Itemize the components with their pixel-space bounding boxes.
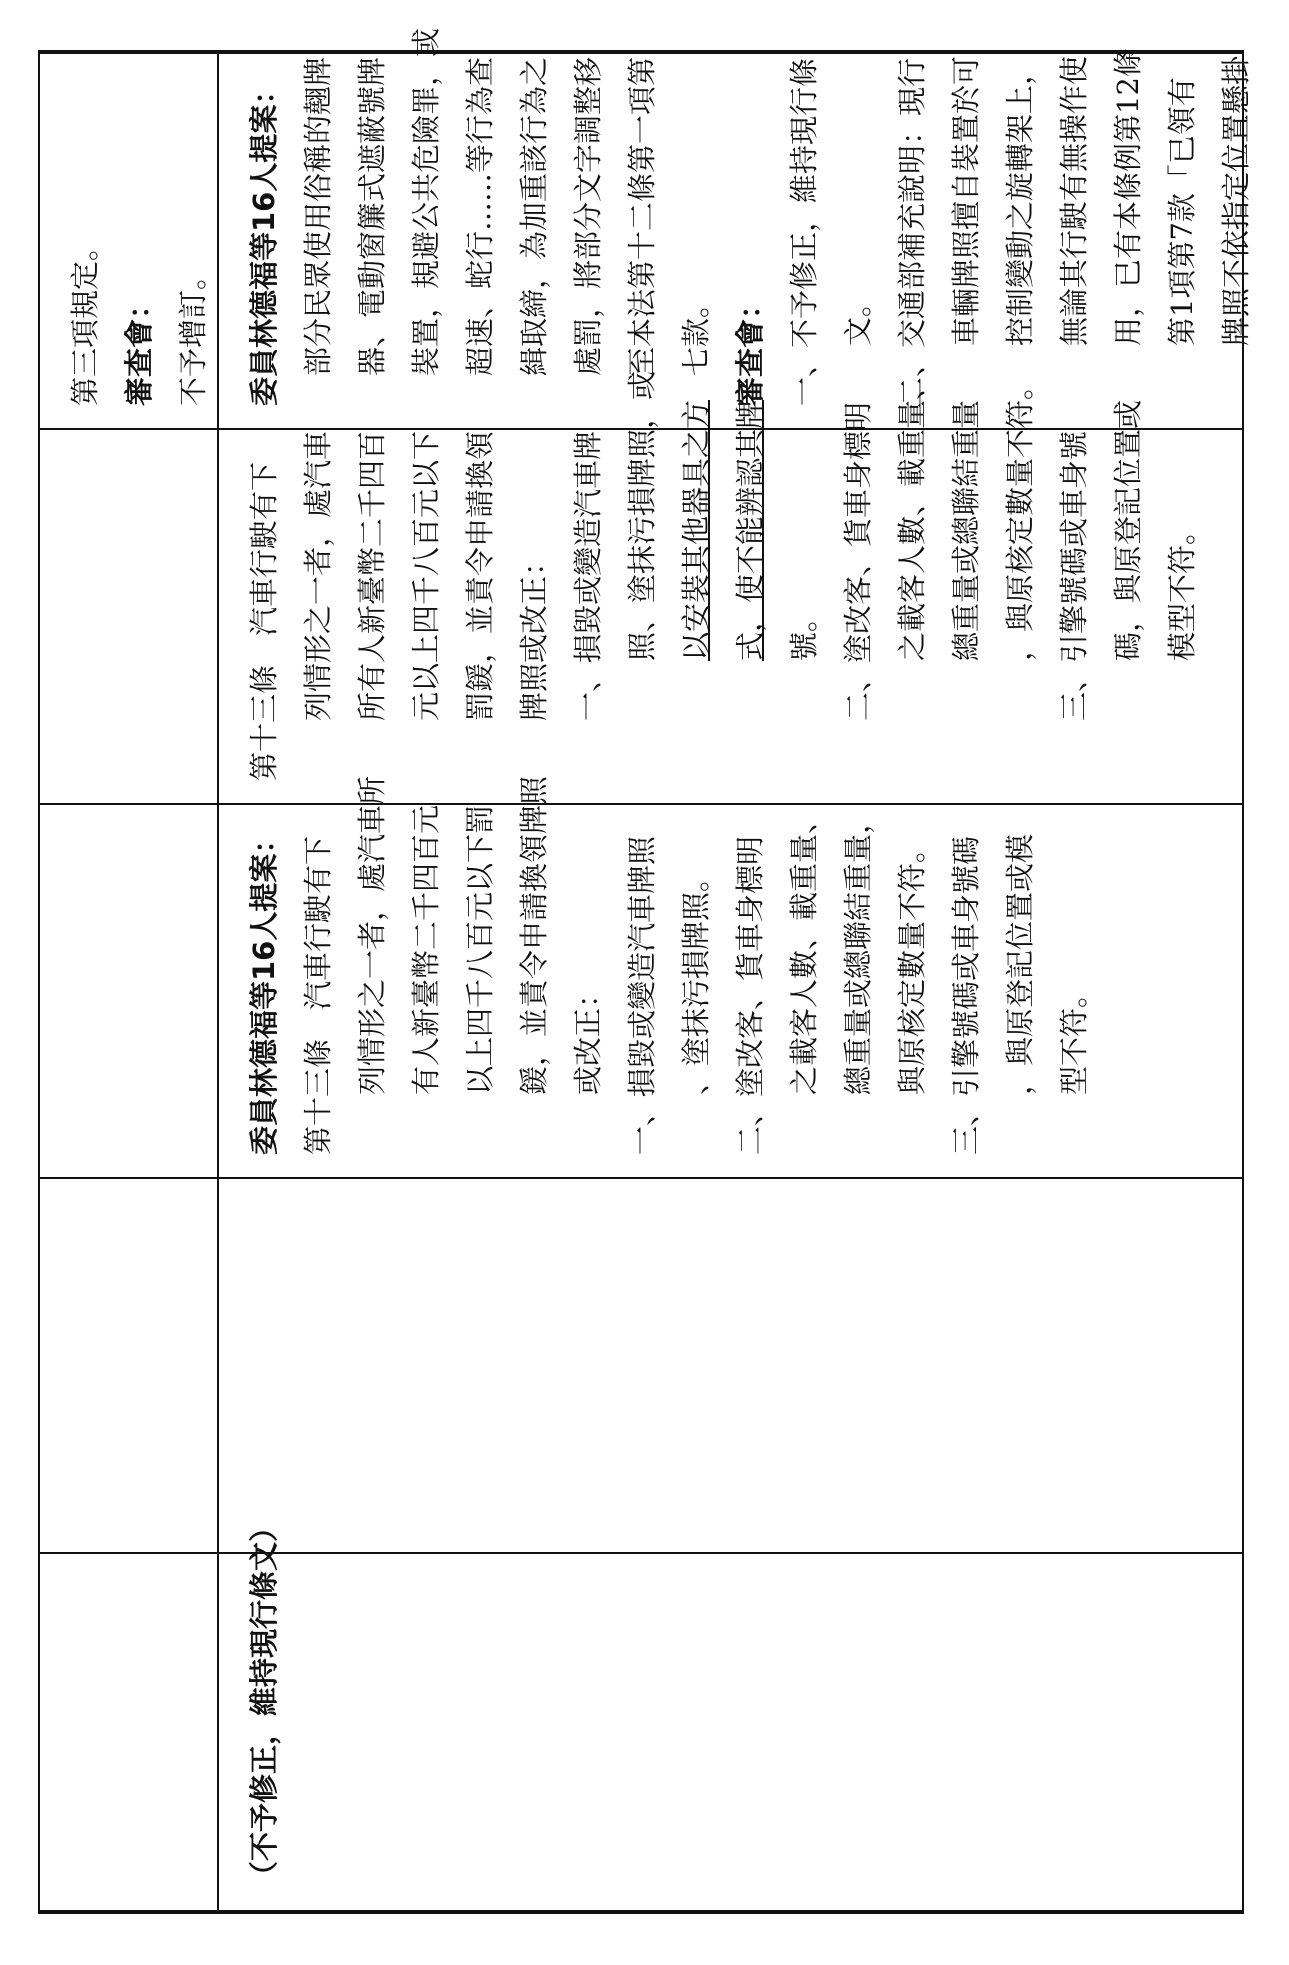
text-line: 模型不符。 [1165, 515, 1199, 661]
text-line: 總重量或總聯結重量 [949, 399, 983, 661]
text-line: 以上四千八百元以下罰 [463, 804, 497, 1095]
underlined-text: 以安裝其他器具之方 [679, 399, 713, 661]
review-item: 二、交通部補充說明：現行 [895, 57, 929, 406]
text-line: 緝取締，為加重該行為之 [517, 56, 551, 376]
text-span: 照、塗抹污損牌照，或 [625, 370, 659, 661]
text-line: 罰鍰，並責令申請換領 [463, 430, 497, 721]
text-line: 鍰，並責令申請換領牌照 [517, 775, 551, 1095]
committee-text: （不予修正，維持現行條文） [247, 1512, 281, 1890]
text-line: ，與原核定數量不符。 [1003, 370, 1037, 661]
text-line: 三、引擎號碼或車身號碼 [949, 835, 983, 1155]
text-line: 第三項規定。 [68, 231, 102, 406]
review-item: 無論其行駛有無操作使 [1057, 55, 1091, 346]
cell-explanation [219, 27, 1253, 428]
text-line: 之載客人數、載重量、 [787, 804, 821, 1095]
text-line: 、塗抹污損牌照。 [679, 862, 713, 1095]
text-line: 有人新臺幣二千四百元 [409, 804, 443, 1095]
review-item: 車輛牌照擅自裝置於可 [949, 55, 983, 346]
text-line: 與原核定數量不符。 [895, 833, 929, 1095]
review-item: 第1項第7款「已領有 [1165, 77, 1199, 346]
text-line: 器、電動窗簾式遮蔽號牌 [355, 56, 389, 376]
text-line [723, 399, 777, 781]
text-line: 一、損毀或變造汽車牌 [571, 430, 605, 721]
text-line: 部分民眾使用俗稱的翹牌 [301, 56, 335, 376]
text-line: 超速、蛇行……等行為查 [463, 56, 497, 376]
cell-empty [219, 1177, 1242, 1552]
proposal-title: 委員林德福等16人提案： [247, 75, 281, 406]
review-item: 控制變動之旋轉架上， [1003, 55, 1037, 346]
text-line: 總重量或總聯結重量， [841, 804, 875, 1095]
text-line: 牌照或改正： [517, 546, 551, 721]
text-line: 至本法第十二條第一項第 [625, 56, 659, 376]
text-line: 一、損毀或變造汽車牌照 [625, 835, 659, 1155]
underlined-text: 式，使不能辨認其牌 [733, 399, 767, 661]
text-line: ，與原登記位置或模 [1003, 833, 1037, 1095]
text-line: 所有人新臺幣二千四百 [355, 430, 389, 721]
review-label: 審查會： [122, 289, 156, 406]
text-line: 處罰，將部分文字調整移 [571, 56, 605, 376]
text-line [615, 370, 669, 781]
text-line: 七款。 [679, 288, 713, 376]
text-line: 之載客人數、載重量、 [895, 370, 929, 661]
text-line: 第十三條 汽車行駛有下 [301, 835, 335, 1155]
text-line: 列情形之一者，處汽車 [301, 430, 335, 721]
proposal-title: 委員林德福等16人提案： [247, 824, 281, 1155]
review-item: 一、不予修正，維持現行條 [787, 57, 821, 406]
cell-committee-decision [219, 1512, 1242, 1912]
review-label: 審查會： [733, 289, 767, 406]
cell-current-law [219, 370, 1242, 803]
text-line: 裝置，規避公共危險罪，或 [409, 27, 443, 376]
text-line: 三、引擎號碼或車身號 [1057, 430, 1091, 721]
cell-prev-continuation [40, 52, 217, 428]
review-item: 用，已有本條例第12條 [1111, 48, 1145, 346]
text-line: 號。 [787, 602, 821, 661]
cell-proposal [219, 775, 1242, 1177]
text-line [669, 399, 723, 781]
review-text: 不予增訂。 [176, 260, 210, 406]
text-line: 或改正： [571, 978, 605, 1095]
text-line: 元以上四千八百元以下 [409, 430, 443, 721]
text-line: 列情形之一者，處汽車所 [355, 775, 389, 1095]
text-line: 型不符。 [1057, 978, 1091, 1095]
review-item: 牌照不依指定位置懸掛 [1219, 55, 1253, 346]
text-line: 二、塗改客、貨車身標明 [841, 401, 875, 721]
text-line: 第十三條 汽車行駛有下 [247, 461, 281, 781]
text-line: 碼，與原登記位置或 [1111, 399, 1145, 661]
text-line: 二、塗改客、貨車身標明 [733, 835, 767, 1155]
review-item: 文。 [841, 287, 875, 346]
